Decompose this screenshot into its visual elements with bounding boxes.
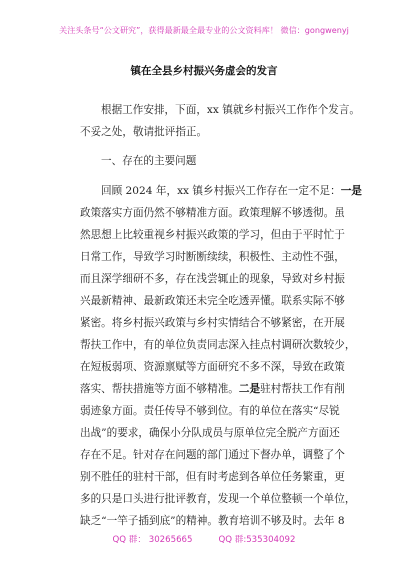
body-line	[80, 466, 345, 488]
emphasis-text: 二是	[238, 383, 261, 395]
body-text: 驻村帮扶工作有削	[260, 383, 345, 395]
document-title: 镇在全县乡村振兴务虚会的发言	[130, 65, 278, 77]
body-line	[80, 246, 345, 268]
body-line	[80, 202, 345, 224]
intro-paragraph	[80, 99, 360, 143]
body-line	[80, 224, 345, 246]
body-text: 存在不足。针对存在问题的部门通过下督办单，调整了个	[80, 449, 345, 461]
body-text: 缺乏“一竿子插到底”的精神。教育培训不够及时。去年 8	[80, 515, 345, 527]
body-line	[80, 510, 345, 532]
body-text: 出战”的要求，确保小分队成员与原单位完全脱产方面还	[80, 427, 340, 439]
section-heading: 一、存在的主要问题	[101, 155, 197, 167]
footer-qq-group-1: QQ 群： 30265665	[112, 535, 193, 545]
body-text: 多的只是口头进行批评教育，发现一个单位整顿一个单位，	[80, 493, 356, 505]
body-text: 别不胜任的驻村干部，但有时考虑到各单位任务繁重，更	[80, 471, 345, 483]
body-text: 回顾 2024 年，xx 镇乡村振兴工作存在一定不足：	[101, 185, 341, 197]
body-paragraph	[80, 180, 362, 532]
body-text: 兴最新精神、最新政策还未完全吃透弄懂。联系实际不够	[80, 295, 345, 307]
body-line	[80, 378, 345, 400]
emphasis-text: 一是	[340, 185, 362, 197]
body-text: 帮扶工作中，有的单位负责同志深入挂点村调研次数较少，	[80, 339, 356, 351]
body-text: 政策落实方面仍然不够精准方面。政策理解不够透彻。虽	[80, 207, 345, 219]
body-text: 落实、帮扶措施等方面不够精准。	[80, 383, 239, 395]
footer-contact	[0, 534, 408, 546]
body-text: 而且深学细研不多，存在浅尝辄止的现象，导致对乡村振	[80, 273, 345, 285]
intro-line: 根据工作安排，下面，xx 镇就乡村振兴工作作个发言。	[101, 104, 360, 116]
footer-qq-group-2: QQ 群:535304092	[218, 535, 296, 545]
body-line	[80, 444, 345, 466]
body-line	[80, 312, 345, 334]
body-text: 日常工作，导致学习时断断续续，积极性、主动性不强，	[80, 251, 345, 263]
body-line	[80, 488, 356, 510]
body-line	[80, 400, 342, 422]
body-line	[80, 268, 345, 290]
body-text: 在短板弱项、资源禀赋等方面研究不多不深，导致在政策	[80, 361, 345, 373]
body-line	[80, 290, 345, 312]
body-text: 然思想上比较重视乡村振兴政策的学习，但由于平时忙于	[80, 229, 345, 241]
body-line	[80, 356, 345, 378]
intro-line: 不妥之处，敬请批评指正。	[80, 126, 208, 138]
body-line	[80, 422, 342, 444]
body-line	[80, 180, 362, 202]
body-line	[80, 334, 356, 356]
body-text: 弱迹象方面。责任传导不够到位。有的单位在落实“尽锐	[80, 405, 340, 417]
promo-banner: 关注头条号“公文研究”，获得最新最全最专业的公文资料库！ 微信：gongwenyj	[59, 25, 349, 35]
body-text: 紧密。将乡村振兴政策与乡村实情结合不够紧密，在开展	[80, 317, 345, 329]
